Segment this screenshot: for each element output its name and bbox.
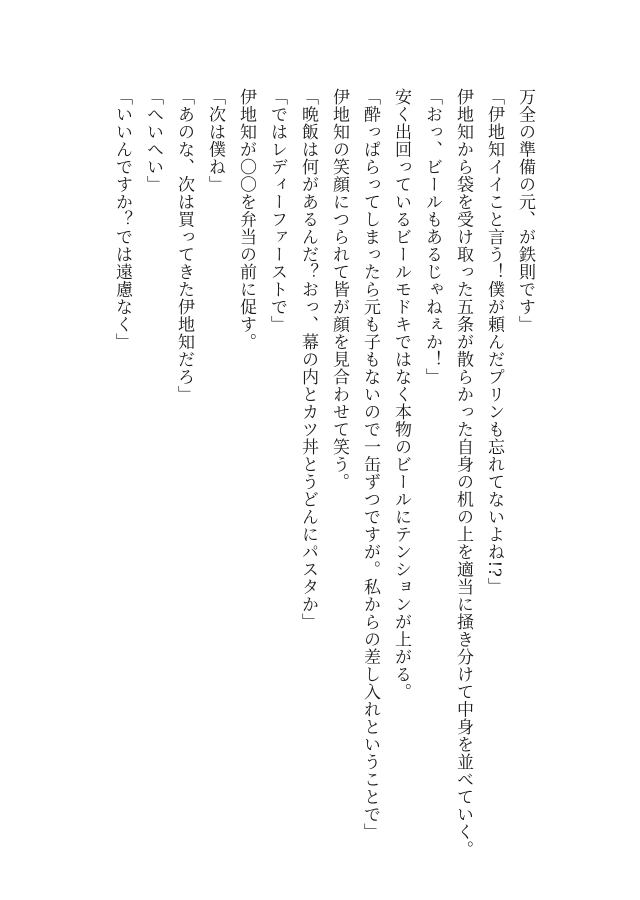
text-line: 万全の準備の元、が鉄則です」 [515,88,535,333]
text-line: 「へいへい」 [143,88,163,193]
text-line: 「酔っぱらってしまったら元も子もないので一缶ずつですが。私からの差し入れということで」 [360,88,380,841]
text-line: 「ではレディーファーストで」 [267,88,287,333]
vertical-text-body [106,88,540,858]
text-line: 「あのな、次は買ってきた伊地知だろ」 [174,88,194,403]
text-line: 伊地知の笑顔につられて皆が顔を見合わせて笑う。 [329,88,349,491]
text-line: 「次は僕ね」 [205,88,225,193]
text-line: 伊地知が〇〇を弁当の前に促す。 [236,88,256,351]
text-line: 「おっ、ビールもあるじゃねぇか！」 [422,88,442,386]
text-line: 安く出回っているビールモドキではなく本物のビールにテンションが上がる。 [391,88,411,701]
text-line: 「いいんですか？では遠慮なく」 [112,88,132,351]
text-line: 「伊地知イイこと言う！僕が頼んだプリンも忘れてないよね!?」 [484,88,504,595]
text-line: 「晩飯は何があるんだ？おっ、幕の内とカツ丼とうどんにパスタか」 [298,88,318,631]
text-line: 伊地知から袋を受け取った五条が散らかった自身の机の上を適当に掻き分けて中身を並べていく。 [453,88,473,858]
